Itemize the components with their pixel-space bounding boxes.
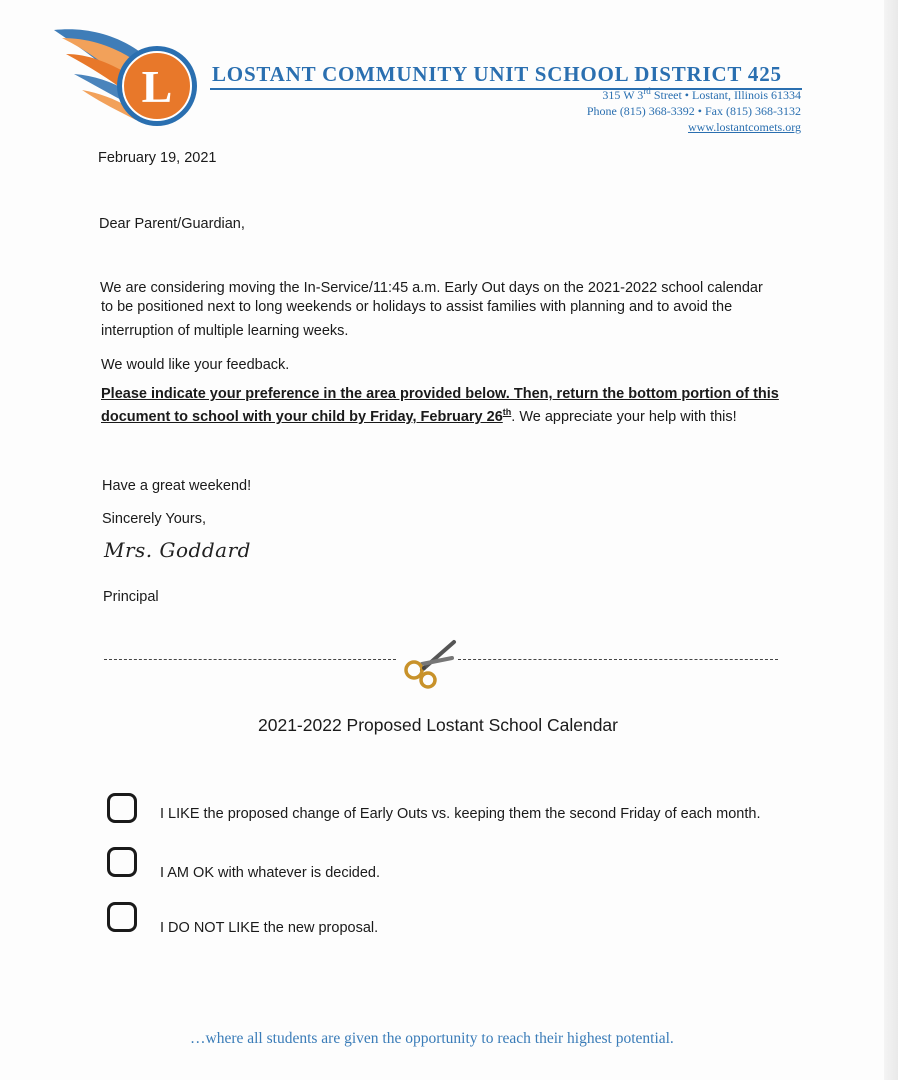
sign-off: Sincerely Yours, (102, 511, 206, 527)
signature: Mrs. Goddard (104, 538, 251, 562)
form-title: 2021-2022 Proposed Lostant School Calendar (258, 715, 618, 735)
body-paragraph-line: interruption of multiple learning weeks. (101, 323, 349, 339)
comet-logo-icon (52, 24, 202, 134)
instruction-thanks: . We appreciate your help with this! (511, 409, 737, 425)
option-ok-label: I AM OK with whatever is decided. (160, 865, 381, 881)
option-dislike-checkbox[interactable] (107, 902, 137, 932)
signer-title: Principal (103, 589, 159, 605)
ordinal-suffix: th (502, 407, 512, 418)
phone-fax-line: Phone (815) 368-3392 • Fax (815) 368-3132 (586, 104, 801, 118)
scissors-icon (400, 636, 458, 690)
option-like-label: I LIKE the proposed change of Early Outs vs. keeping them the second Friday of each month. (160, 806, 761, 822)
body-paragraph-line: We are considering moving the In-Service/11:45 a.m. Early Out days on the 2021-2022 school calendar (100, 280, 763, 296)
option-ok-checkbox[interactable] (107, 847, 137, 877)
feedback-request: We would like your feedback. (101, 357, 290, 373)
address-line: 315 W 3rd Street • Lostant, Illinois 61334 (602, 86, 801, 102)
instruction-deadline: document to school with your child by Friday, February 26 (101, 409, 503, 425)
cut-line-left (104, 659, 396, 660)
closing-line: Have a great weekend! (102, 478, 252, 494)
instruction-line: Please indicate your preference in the area provided below. Then, return the bottom portion of this (101, 386, 779, 402)
logo-letter: L (141, 61, 173, 112)
body-paragraph-line: to be positioned next to long weekends or holidays to assist families with planning and to avoid the (101, 299, 733, 315)
page-edge (884, 0, 898, 1080)
salutation: Dear Parent/Guardian, (99, 216, 245, 232)
district-name: LOSTANT COMMUNITY UNIT SCHOOL DISTRICT 425 (212, 62, 782, 86)
website-link[interactable]: www.lostantcomets.org (688, 120, 801, 134)
instruction-line-2 (101, 406, 737, 428)
option-like-checkbox[interactable] (107, 793, 137, 823)
district-motto: …where all students are given the opportunity to reach their highest potential. (190, 1030, 674, 1047)
letter-date: February 19, 2021 (98, 150, 217, 166)
option-dislike-label: I DO NOT LIKE the new proposal. (160, 920, 379, 936)
cut-line-right (458, 659, 778, 660)
